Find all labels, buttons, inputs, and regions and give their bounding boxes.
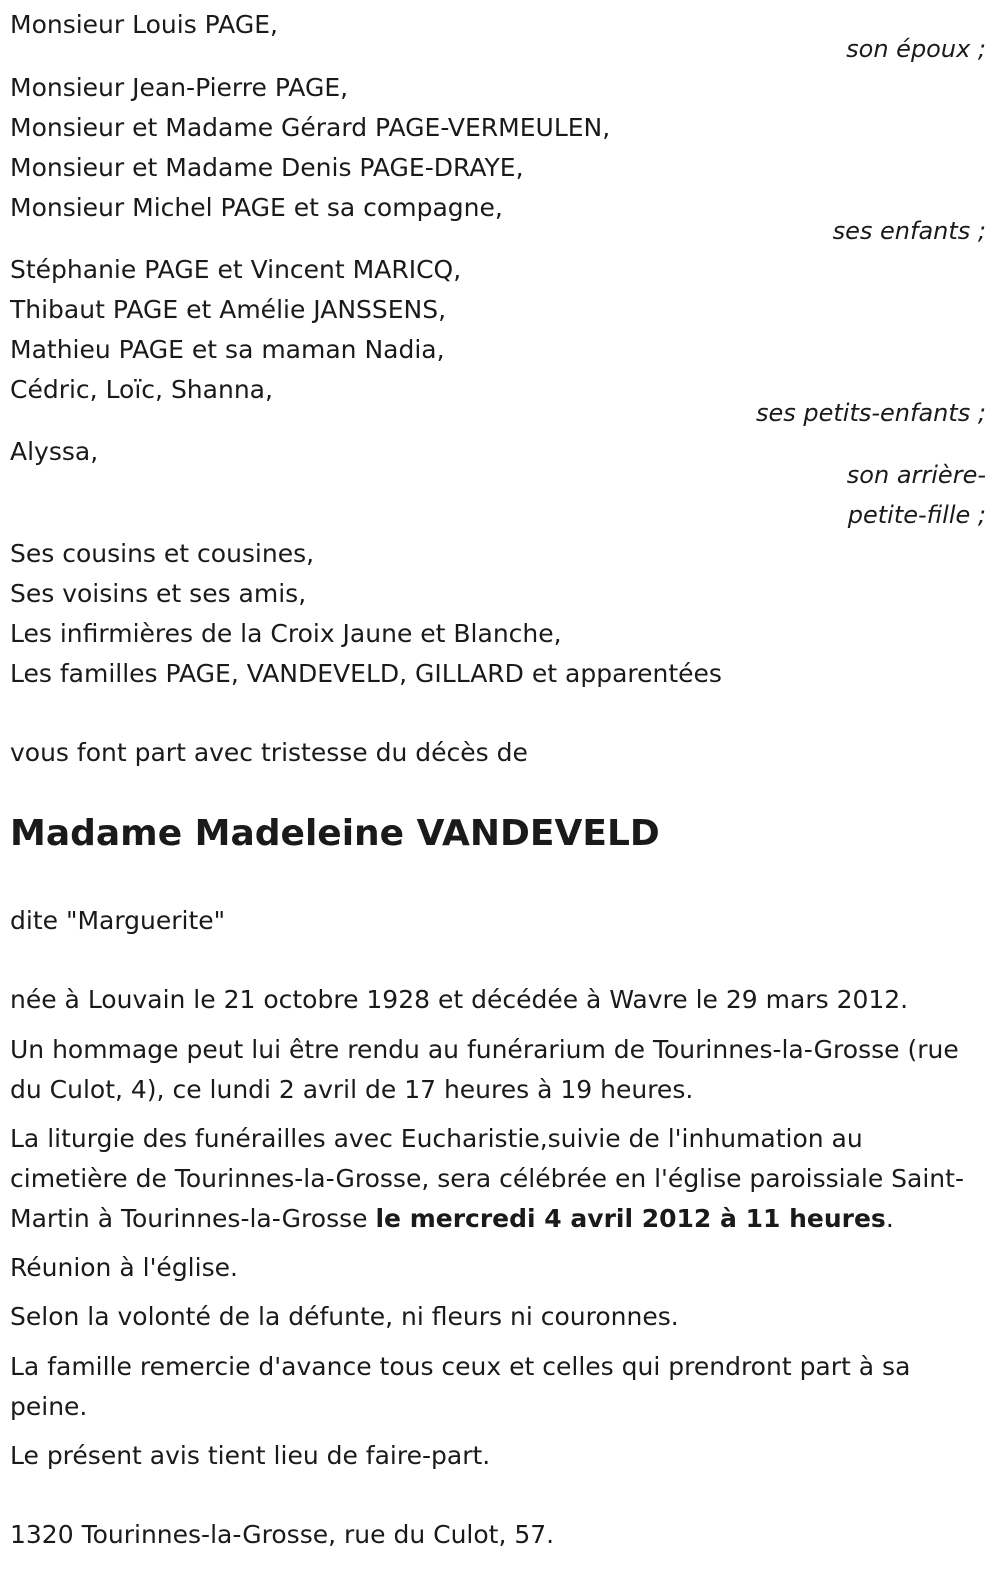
husband-role: son époux ; [846,35,986,63]
great-granddaughter-role: petite-fille ; [847,501,986,529]
other-mourner: Les familles PAGE, VANDEVELD, GILLARD et apparentées [10,659,722,688]
flowers-paragraph: Selon la volonté de la défunte, ni fleurs ni couronnes. [10,1302,679,1331]
husband-name: Monsieur Louis PAGE, [10,10,278,39]
grandchild-name: Stéphanie PAGE et Vincent MARICQ, [10,255,462,284]
liturgy-date: le mercredi 4 avril 2012 à 11 heures [375,1204,886,1233]
deceased-name: Madame Madeleine VANDEVELD [10,813,660,854]
great-granddaughter-name: Alyssa, [10,437,99,466]
other-mourner: Ses voisins et ses amis, [10,579,307,608]
thanks-paragraph: La famille remercie d'avance tous ceux et celles qui prendront part à sa peine. [10,1352,911,1421]
meeting-paragraph: Réunion à l'église. [10,1253,238,1282]
children-role: ses enfants ; [832,217,986,245]
child-name: Monsieur et Madame Denis PAGE-DRAYE, [10,153,524,182]
child-name: Monsieur et Madame Gérard PAGE-VERMEULEN, [10,113,611,142]
nickname: dite "Marguerite" [10,906,226,935]
notice-paragraph: Le présent avis tient lieu de faire-part. [10,1441,491,1470]
liturgy-text: La liturgie des funérailles avec Eucharistie,suivie de l'inhumation au cimetière de Tourinnes-la-Grosse, sera célébrée en l'église paroissiale Saint-Martin à Tourinnes-la-Grosse [10,1124,964,1233]
liturgy-end: . [885,1204,894,1233]
other-mourner: Ses cousins et cousines, [10,539,315,568]
grandchild-name: Cédric, Loïc, Shanna, [10,375,273,404]
announcement-text: vous font part avec tristesse du décès de [10,738,528,767]
tribute-paragraph: Un hommage peut lui être rendu au funérarium de Tourinnes-la-Grosse (rue du Culot, 4), ce lundi 2 avril de 17 heures à 19 heures. [10,1035,959,1104]
great-granddaughter-role: son arrière- [846,461,986,489]
liturgy-paragraph [10,1119,985,1239]
grandchild-name: Thibaut PAGE et Amélie JANSSENS, [10,295,447,324]
child-name: Monsieur Michel PAGE et sa compagne, [10,193,503,222]
other-mourner: Les infirmières de la Croix Jaune et Blanche, [10,619,562,648]
birth-death-paragraph: née à Louvain le 21 octobre 1928 et décédée à Wavre le 29 mars 2012. [10,985,909,1014]
grandchild-name: Mathieu PAGE et sa maman Nadia, [10,335,445,364]
child-name: Monsieur Jean-Pierre PAGE, [10,73,349,102]
address: 1320 Tourinnes-la-Grosse, rue du Culot, 57. [10,1520,555,1549]
grandchildren-role: ses petits-enfants ; [755,399,986,427]
